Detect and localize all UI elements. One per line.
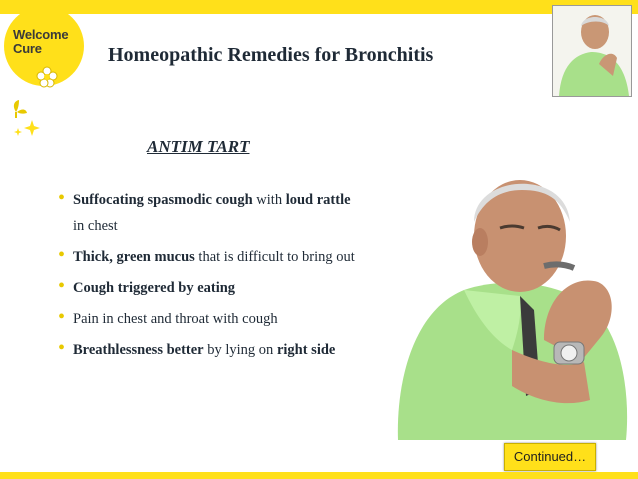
bullet-text: with xyxy=(252,192,286,208)
thumbnail-image xyxy=(552,5,632,97)
list-item xyxy=(58,275,358,301)
flower-icon xyxy=(36,66,58,88)
bullet-text-bold: loud rattle xyxy=(285,192,351,208)
list-item xyxy=(58,187,358,239)
top-accent-bar xyxy=(0,0,638,14)
bullet-text-bold: Cough triggered by eating xyxy=(73,280,236,296)
bullet-text: in chest xyxy=(73,218,118,234)
bullet-icon: • xyxy=(58,244,66,266)
bullet-icon: • xyxy=(58,275,66,297)
bullet-text-bold: Suffocating spasmodic cough xyxy=(73,192,253,208)
continued-button[interactable]: Continued… xyxy=(504,443,596,471)
logo-line-welcome: Welcome xyxy=(13,27,69,42)
logo-line-cure: Cure xyxy=(13,41,42,56)
remedy-heading: ANTIM TART xyxy=(147,137,250,156)
bullet-icon: • xyxy=(58,187,66,209)
bullet-text-bold: right side xyxy=(276,342,336,358)
bullet-text-bold: Breathlessness better xyxy=(73,342,204,358)
list-item xyxy=(58,306,358,332)
bullet-text-bold: Thick, green mucus xyxy=(73,249,195,265)
slide-title: Homeopathic Remedies for Bronchitis xyxy=(108,44,434,66)
symptom-list xyxy=(58,187,358,368)
bullet-icon: • xyxy=(58,337,66,359)
bottom-accent-bar xyxy=(0,472,638,479)
list-item xyxy=(58,337,358,363)
bullet-icon: • xyxy=(58,306,66,328)
logo-text xyxy=(13,28,68,56)
bullet-text: that is difficult to bring out xyxy=(194,249,355,265)
sprout-sparkle-icon xyxy=(8,98,42,142)
coughing-man-photo xyxy=(394,150,630,440)
list-item xyxy=(58,244,358,270)
bullet-text: by lying on xyxy=(203,342,277,358)
bullet-text: Pain in chest and throat with cough xyxy=(73,311,278,327)
